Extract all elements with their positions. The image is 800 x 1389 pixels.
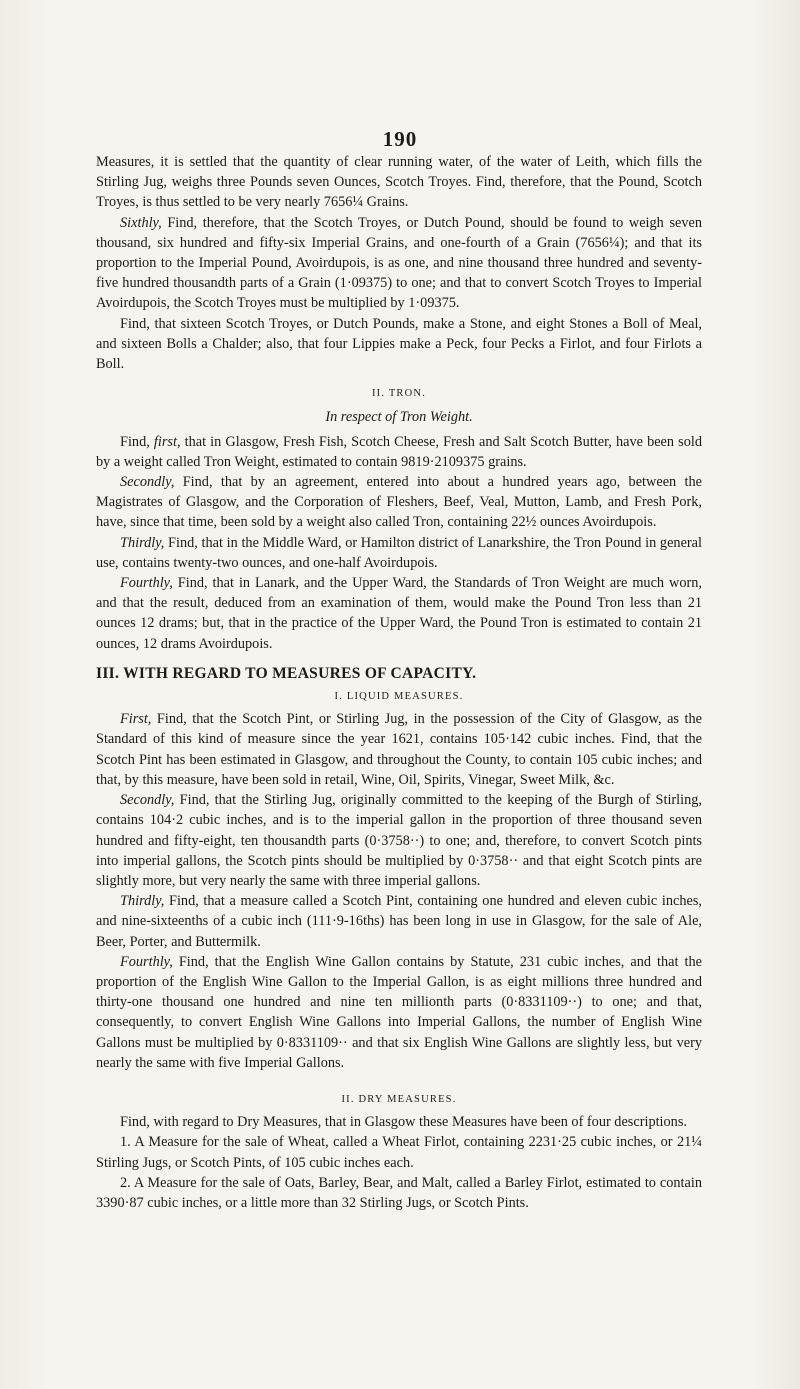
paragraph: 1. A Measure for the sale of Wheat, called a Wheat Firlot, containing 2231·25 cubic inches, or 21¼ Stirling Jugs, or Scotch Pints, of 105 cubic inches each. bbox=[96, 1134, 702, 1171]
page-number: 190 bbox=[382, 127, 418, 151]
paragraph-text: Find, that in Lanark, and the Upper Ward, the Standards of Tron Weight are much worn, and that the result, deduced from an examination of them, would make the Pound Tron less than 21 ounces 12 drams; but, that in the practice of the Upper Ward, the Pound Tron is estimated to contain 21 ounces, 12 drams Avoirdupois. bbox=[96, 575, 702, 652]
paragraph-text: Find, that the English Wine Gallon contains by Statute, 231 cubic inches, and that the proportion of the English Wine Gallon to the Imperial Gallon, is as eight millions three hundred and thirty-one thousand one hundred and nine ten millionth parts (0·8331109··) to one; and that, consequently, to convert English Wine Gallons into Imperial Gallons, the number of English Wine Gallons must be multiplied by 0·8331109·· and that six English Wine Gallons are slightly less, but very nearly the same with five Imperial Gallons. bbox=[96, 953, 702, 1071]
paragraph bbox=[96, 573, 702, 654]
paragraph bbox=[96, 432, 702, 472]
paragraph-text: Find, bbox=[120, 433, 154, 450]
paragraph bbox=[96, 891, 702, 952]
paragraph-lead: Thirdly, bbox=[120, 893, 165, 910]
subsection-heading-liquid: I. LIQUID MEASURES. bbox=[334, 691, 464, 703]
paragraph: Find, with regard to Dry Measures, that in Glasgow these Measures have been of four descriptions. bbox=[120, 1114, 687, 1131]
paragraph-text: Find, that a measure called a Scotch Pint, containing one hundred and eleven cubic inches, and nine-sixteenths of a cubic inch (111·9-16ths) has been long in use in Glasgow, for the sale of Ale, Beer, Porter, and Buttermilk. bbox=[96, 893, 702, 950]
paragraph bbox=[96, 533, 702, 573]
paragraph-lead: Secondly, bbox=[120, 474, 175, 491]
paragraph: 2. A Measure for the sale of Oats, Barley, Bear, and Malt, called a Barley Firlot, estimated to contain 3390·87 cubic inches, or a little more than 32 Stirling Jugs, or Scotch Pints. bbox=[96, 1174, 702, 1211]
section-heading-capacity: III. WITH REGARD TO MEASURES OF CAPACITY. bbox=[96, 664, 477, 682]
section-subheading-tron: In respect of Tron Weight. bbox=[325, 409, 473, 426]
paragraph-text: Find, that the Scotch Pint, or Stirling Jug, in the possession of the City of Glasgow, as the Standard of this kind of measure since the year 1621, contains 105·142 cubic inches. Find, that the Scotch Pint has been estimated in Glasgow, and throughout the County, to contain 105 cubic inches; and that, by this measure, have been sold in retail, Wine, Oil, Spirits, Vinegar, Sweet Milk, &c. bbox=[96, 711, 702, 788]
paragraph-lead: Fourthly, bbox=[120, 575, 173, 592]
paragraph bbox=[96, 790, 702, 891]
spacer bbox=[96, 1073, 702, 1087]
paragraph-text: that in Glasgow, Fresh Fish, Scotch Cheese, Fresh and Salt Scotch Butter, have been sold by a weight called Tron Weight, estimated to contain 9819·2109375 grains. bbox=[96, 433, 702, 470]
paragraph-text: Find, that by an agreement, entered into about a hundred years ago, between the Magistrates of Glasgow, and the Corporation of Fleshers, Beef, Veal, Mutton, Lamb, and Fresh Pork, have, since that time, been sold by a weight also called Tron, containing 22½ ounces Avoirdupois. bbox=[96, 474, 702, 531]
paragraph-lead: Sixthly, bbox=[120, 214, 162, 231]
paragraph: Find, that sixteen Scotch Troyes, or Dutch Pounds, make a Stone, and eight Stones a Boll of Meal, and sixteen Bolls a Chalder; also, that four Lippies make a Peck, four Pecks a Firlot, and four Firlots a Boll. bbox=[96, 315, 702, 373]
paragraph-lead: Secondly, bbox=[120, 792, 175, 809]
paragraph: Measures, it is settled that the quantity of clear running water, of the water of Leith, which fills the Stirling Jug, weighs three Pounds seven Ounces, Scotch Troyes. Find, therefore, that the Pound, Scotch Troyes, is thus settled to be very nearly 7656¼ Grains. bbox=[96, 154, 702, 211]
paragraph-lead: First, bbox=[120, 711, 152, 728]
paragraph-lead: Thirdly, bbox=[120, 534, 165, 551]
paragraph-lead: first, bbox=[153, 433, 181, 450]
paragraph-text: Find, therefore, that the Scotch Troyes, or Dutch Pound, should be found to weigh seven thousand, six hundred and fifty-six Imperial Grains, and one-fourth of a Grain (7656¼); and that its proportion to the Imperial Pound, Avoirdupois, is as one, and nine thousand three hundred and seventy-five hundred thousandth parts of a Grain (1·09375) to one; and that to convert Scotch Troyes to Imperial Avoirdupois, the Scotch Troyes must be multiplied by 1·09375. bbox=[96, 214, 702, 312]
paragraph bbox=[96, 472, 702, 533]
paragraph-lead: Fourthly, bbox=[120, 953, 173, 970]
paragraph bbox=[96, 709, 702, 790]
subsection-heading-dry: II. DRY MEASURES. bbox=[341, 1093, 457, 1105]
paragraph bbox=[96, 213, 702, 314]
page-body bbox=[96, 152, 702, 1213]
paragraph-text: Find, that the Stirling Jug, originally committed to the keeping of the Burgh of Stirling, contains 104·2 cubic inches, and is to the imperial gallon in the proportion of three thousand seven hundred and fifty-eight, ten thousandth parts (0·3758··) to one; and, therefore, to convert Scotch pints into imperial gallons, the Scotch pints should be multiplied by 0·3758·· and that eight Scotch pints are slightly more, but very nearly the same with three imperial gallons. bbox=[96, 792, 702, 889]
paragraph bbox=[96, 952, 702, 1073]
section-heading-tron: II. TRON. bbox=[371, 388, 427, 400]
paragraph-text: Find, that in the Middle Ward, or Hamilton district of Lanarkshire, the Tron Pound in general use, contains twenty-two ounces, and one-half Avoirdupois. bbox=[96, 534, 702, 571]
